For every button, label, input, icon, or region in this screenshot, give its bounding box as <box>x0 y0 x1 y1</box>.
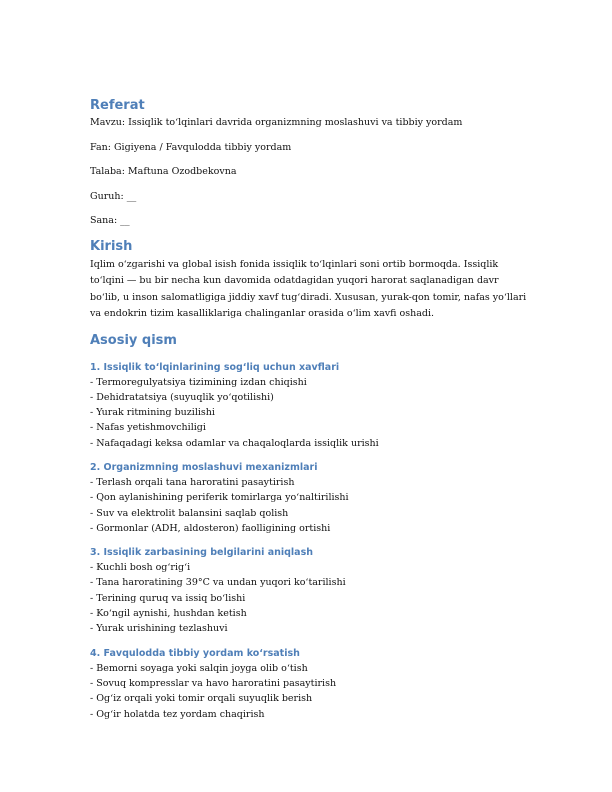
list-item: - Og‘iz orqali yoki tomir orqali suyuqlik berish <box>90 693 313 705</box>
kirish-heading: Kirish <box>90 238 133 254</box>
list-item: - Nafaqadagi keksa odamlar va chaqaloqlarda issiqlik urishi <box>90 437 379 449</box>
list-item: - Tana haroratining 39°C va undan yuqori ko‘tarilishi <box>90 577 346 589</box>
list-item: - Termoregulyatsiya tizimining izdan chiqishi <box>90 376 307 388</box>
guruh-line: Guruh: __ <box>90 190 137 202</box>
asosiy-heading: Asosiy qism <box>90 332 177 348</box>
list-item: - Gormonlar (ADH, aldosteron) faolligining ortishi <box>90 522 331 534</box>
fan-line: Fan: Gigiyena / Favqulodda tibbiy yordam <box>90 141 292 153</box>
list-item: - Yurak urishining tezlashuvi <box>90 623 228 635</box>
section-2-list <box>90 475 552 536</box>
section-1-heading: 1. Issiqlik to‘lqinlarining sog‘liq uchun xavflari <box>90 361 340 373</box>
list-item: - Dehidratatsiya (suyuqlik yo‘qotilishi) <box>90 391 274 403</box>
section-2-heading: 2. Organizmning moslashuvi mexanizmlari <box>90 461 318 473</box>
list-item: - Nafas yetishmovchiligi <box>90 422 206 434</box>
list-item: - Bemorni soyaga yoki salqin joyga olib o‘tish <box>90 662 308 674</box>
talaba-line: Talaba: Maftuna Ozodbekovna <box>90 166 237 177</box>
section-4-list <box>90 661 552 722</box>
list-item: - Ko‘ngil aynishi, hushdan ketish <box>90 608 247 620</box>
document-title: Referat <box>90 98 145 113</box>
section-1-list <box>90 375 552 451</box>
list-item: - Terlash orqali tana haroratini pasaytirish <box>90 476 295 488</box>
list-item: - Sovuq kompresslar va havo haroratini pasaytirish <box>90 677 337 689</box>
list-item: - Kuchli bosh og‘rig‘i <box>90 562 191 574</box>
sana-line: Sana: __ <box>90 215 130 226</box>
list-item: - Og‘ir holatda tez yordam chaqirish <box>90 708 265 720</box>
list-item: - Suv va elektrolit balansini saqlab qolish <box>90 507 289 519</box>
section-4-heading: 4. Favqulodda tibbiy yordam ko‘rsatish <box>90 647 300 659</box>
kirish-paragraph: Iqlim o‘zgarishi va global isish fonida issiqlik to‘lqinlari soni ortib bormoqda. Issiqlik to‘lqini — bu bir necha kun davomida odatdagidan yuqori harorat saqlanadigan davr bo‘lib, u inson salomatligiga jiddiy xavf tug‘diradi. Xususan, yurak-qon tomir, nafas yo‘llari va endokrin tizim kasalliklariga chalinganlar orasida o‘lim xavfi oshadi. <box>90 258 527 319</box>
section-3-heading: 3. Issiqlik zarbasining belgilarini aniqlash <box>90 547 314 559</box>
section-3-list <box>90 560 552 636</box>
list-item: - Terining quruq va issiq bo‘lishi <box>90 592 246 604</box>
list-item: - Qon aylanishining periferik tomirlarga yo‘naltirilishi <box>90 492 349 504</box>
mavzu-line: Mavzu: Issiqlik to‘lqinlari davrida organizmning moslashuvi va tibbiy yordam <box>90 117 463 128</box>
list-item: - Yurak ritmining buzilishi <box>90 407 215 419</box>
